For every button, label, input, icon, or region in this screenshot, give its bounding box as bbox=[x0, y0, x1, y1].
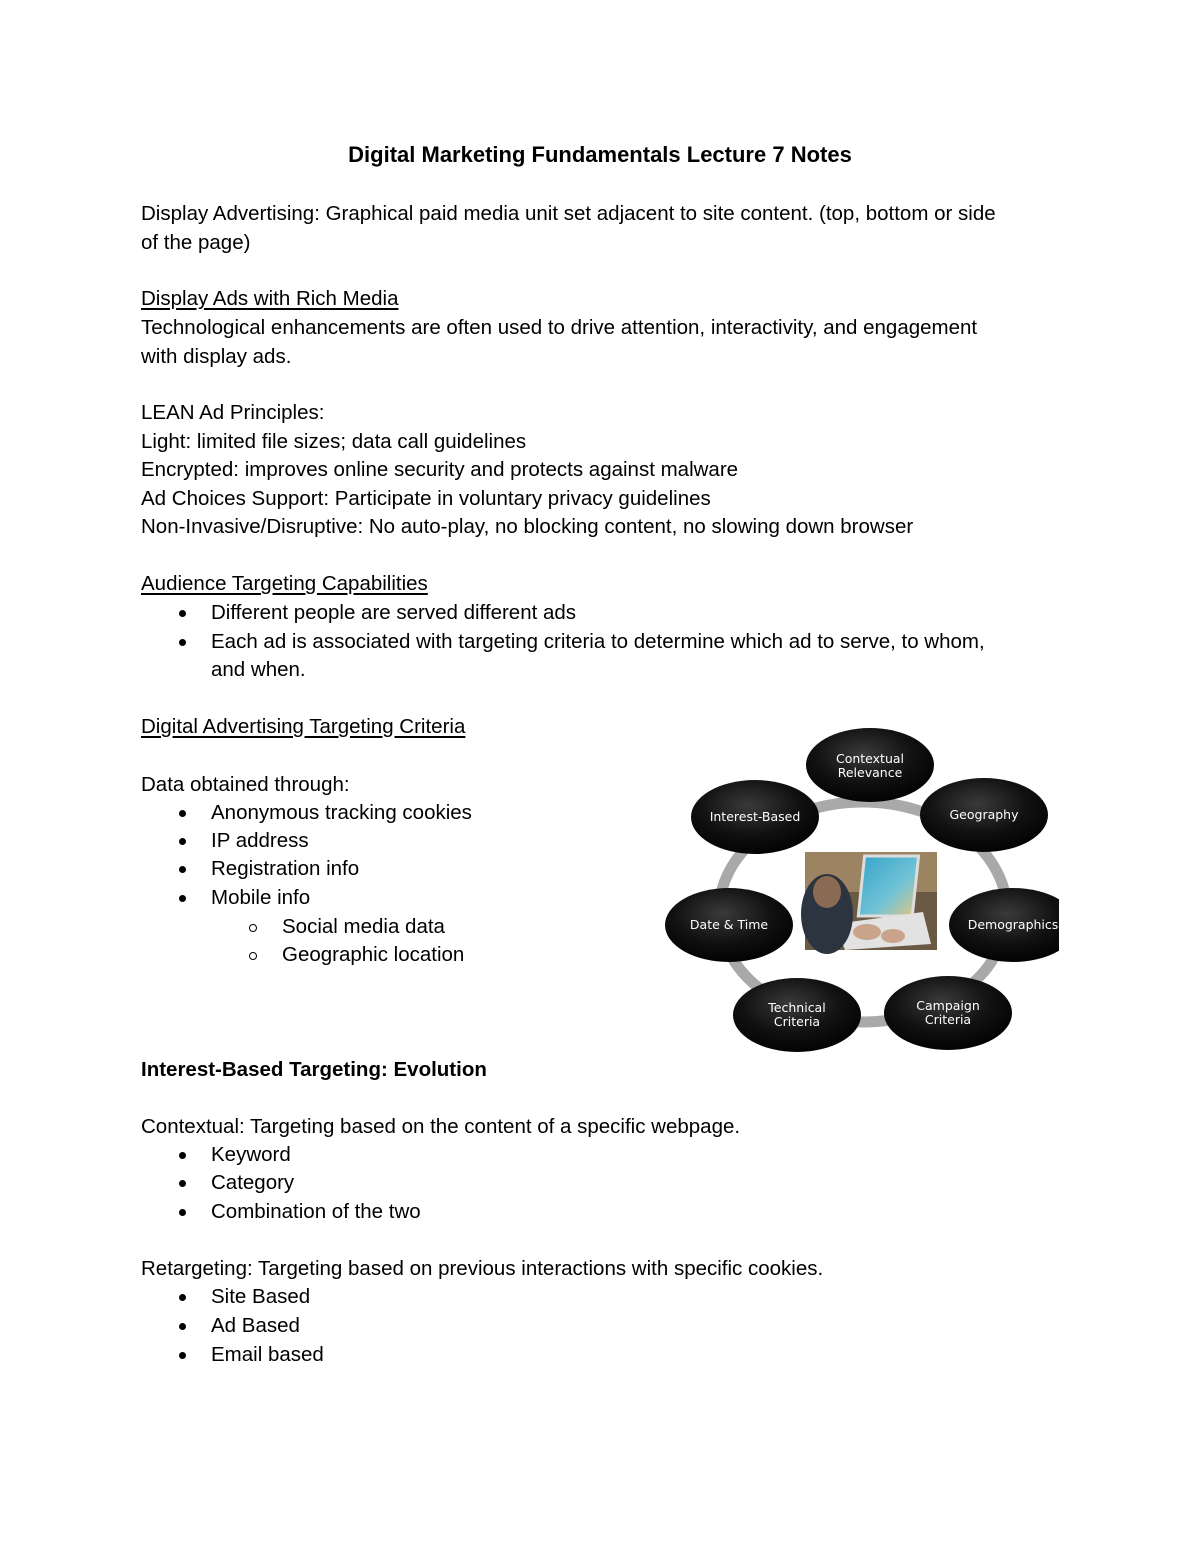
bullet-icon bbox=[179, 1180, 186, 1187]
node-contextual-label-1: Contextual bbox=[835, 751, 905, 766]
lean-item-non-invasive: Non-Invasive/Disruptive: No auto-play, no blocking content, no slowing down browser bbox=[141, 515, 914, 538]
audience-bullet-1: Different people are served different ads bbox=[211, 601, 577, 624]
contextual-item-category: Category bbox=[211, 1171, 295, 1194]
lean-item-ad-choices: Ad Choices Support: Participate in voluntary privacy guidelines bbox=[141, 487, 711, 510]
node-technical-label-2: Criteria bbox=[773, 1014, 821, 1029]
laptop-photo bbox=[801, 852, 937, 954]
criteria-item-registration: Registration info bbox=[211, 857, 360, 880]
lean-item-light: Light: limited file sizes; data call guidelines bbox=[141, 430, 527, 453]
rich-media-heading: Display Ads with Rich Media bbox=[141, 287, 399, 310]
bullet-icon bbox=[179, 810, 186, 817]
node-contextual-label-2: Relevance bbox=[837, 765, 903, 780]
node-contextual-relevance bbox=[806, 728, 934, 802]
node-campaign-label-1: Campaign bbox=[916, 998, 980, 1013]
bullet-icon bbox=[179, 866, 186, 873]
display-advertising-line-1: Display Advertising: Graphical paid media unit set adjacent to site content. (top, bottom or side bbox=[141, 202, 996, 225]
node-interest-label: Interest-Based bbox=[709, 809, 801, 824]
bullet-icon bbox=[179, 1209, 186, 1216]
data-obtained-label: Data obtained through: bbox=[141, 773, 350, 796]
criteria-heading: Digital Advertising Targeting Criteria bbox=[141, 715, 466, 738]
node-date-time bbox=[665, 888, 793, 962]
criteria-item-cookies: Anonymous tracking cookies bbox=[211, 801, 472, 824]
page-title: Digital Marketing Fundamentals Lecture 7 Notes bbox=[348, 142, 852, 167]
audience-heading: Audience Targeting Capabilities bbox=[141, 572, 428, 595]
bullet-icon bbox=[179, 1323, 186, 1330]
bullet-icon bbox=[179, 895, 186, 902]
bullet-icon bbox=[179, 1294, 186, 1301]
rich-media-line-2: with display ads. bbox=[141, 345, 292, 368]
contextual-definition: Contextual: Targeting based on the content of a specific webpage. bbox=[141, 1115, 741, 1138]
criteria-item-mobile: Mobile info bbox=[211, 886, 311, 909]
node-demographics-label: Demographics bbox=[967, 917, 1059, 932]
retargeting-item-email: Email based bbox=[211, 1343, 324, 1366]
hollow-bullet-icon bbox=[249, 924, 257, 932]
contextual-item-keyword: Keyword bbox=[211, 1143, 291, 1166]
criteria-subitem-social: Social media data bbox=[282, 915, 445, 938]
node-campaign-criteria bbox=[884, 976, 1012, 1050]
lean-heading: LEAN Ad Principles: bbox=[141, 401, 325, 424]
bullet-icon bbox=[179, 639, 186, 646]
bullet-icon bbox=[179, 838, 186, 845]
interest-heading: Interest-Based Targeting: Evolution bbox=[141, 1058, 487, 1081]
node-technical-label-1: Technical bbox=[768, 1000, 826, 1015]
node-demographics bbox=[949, 888, 1059, 962]
retargeting-item-site: Site Based bbox=[211, 1285, 311, 1308]
targeting-criteria-diagram bbox=[663, 727, 1059, 1057]
bullet-icon bbox=[179, 1152, 186, 1159]
criteria-subitem-geo: Geographic location bbox=[282, 943, 465, 966]
node-date-time-label: Date & Time bbox=[689, 917, 769, 932]
hollow-bullet-icon bbox=[249, 952, 257, 960]
lean-item-encrypted: Encrypted: improves online security and protects against malware bbox=[141, 458, 739, 481]
bullet-icon bbox=[179, 610, 186, 617]
contextual-item-combination: Combination of the two bbox=[211, 1200, 421, 1223]
node-campaign-label-2: Criteria bbox=[924, 1012, 972, 1027]
node-geography-label: Geography bbox=[949, 807, 1019, 822]
audience-bullet-2-line-1: Each ad is associated with targeting criteria to determine which ad to serve, to whom, bbox=[211, 630, 985, 653]
bullet-icon bbox=[179, 1352, 186, 1359]
display-advertising-line-2: of the page) bbox=[141, 231, 251, 254]
audience-bullet-2-line-2: and when. bbox=[211, 658, 306, 681]
node-interest-based bbox=[691, 780, 819, 854]
node-geography bbox=[920, 778, 1048, 852]
retargeting-definition: Retargeting: Targeting based on previous interactions with specific cookies. bbox=[141, 1257, 824, 1280]
rich-media-line-1: Technological enhancements are often used to drive attention, interactivity, and engagement bbox=[141, 316, 978, 339]
node-technical-criteria bbox=[733, 978, 861, 1052]
criteria-item-ip: IP address bbox=[211, 829, 309, 852]
retargeting-item-ad: Ad Based bbox=[211, 1314, 300, 1337]
